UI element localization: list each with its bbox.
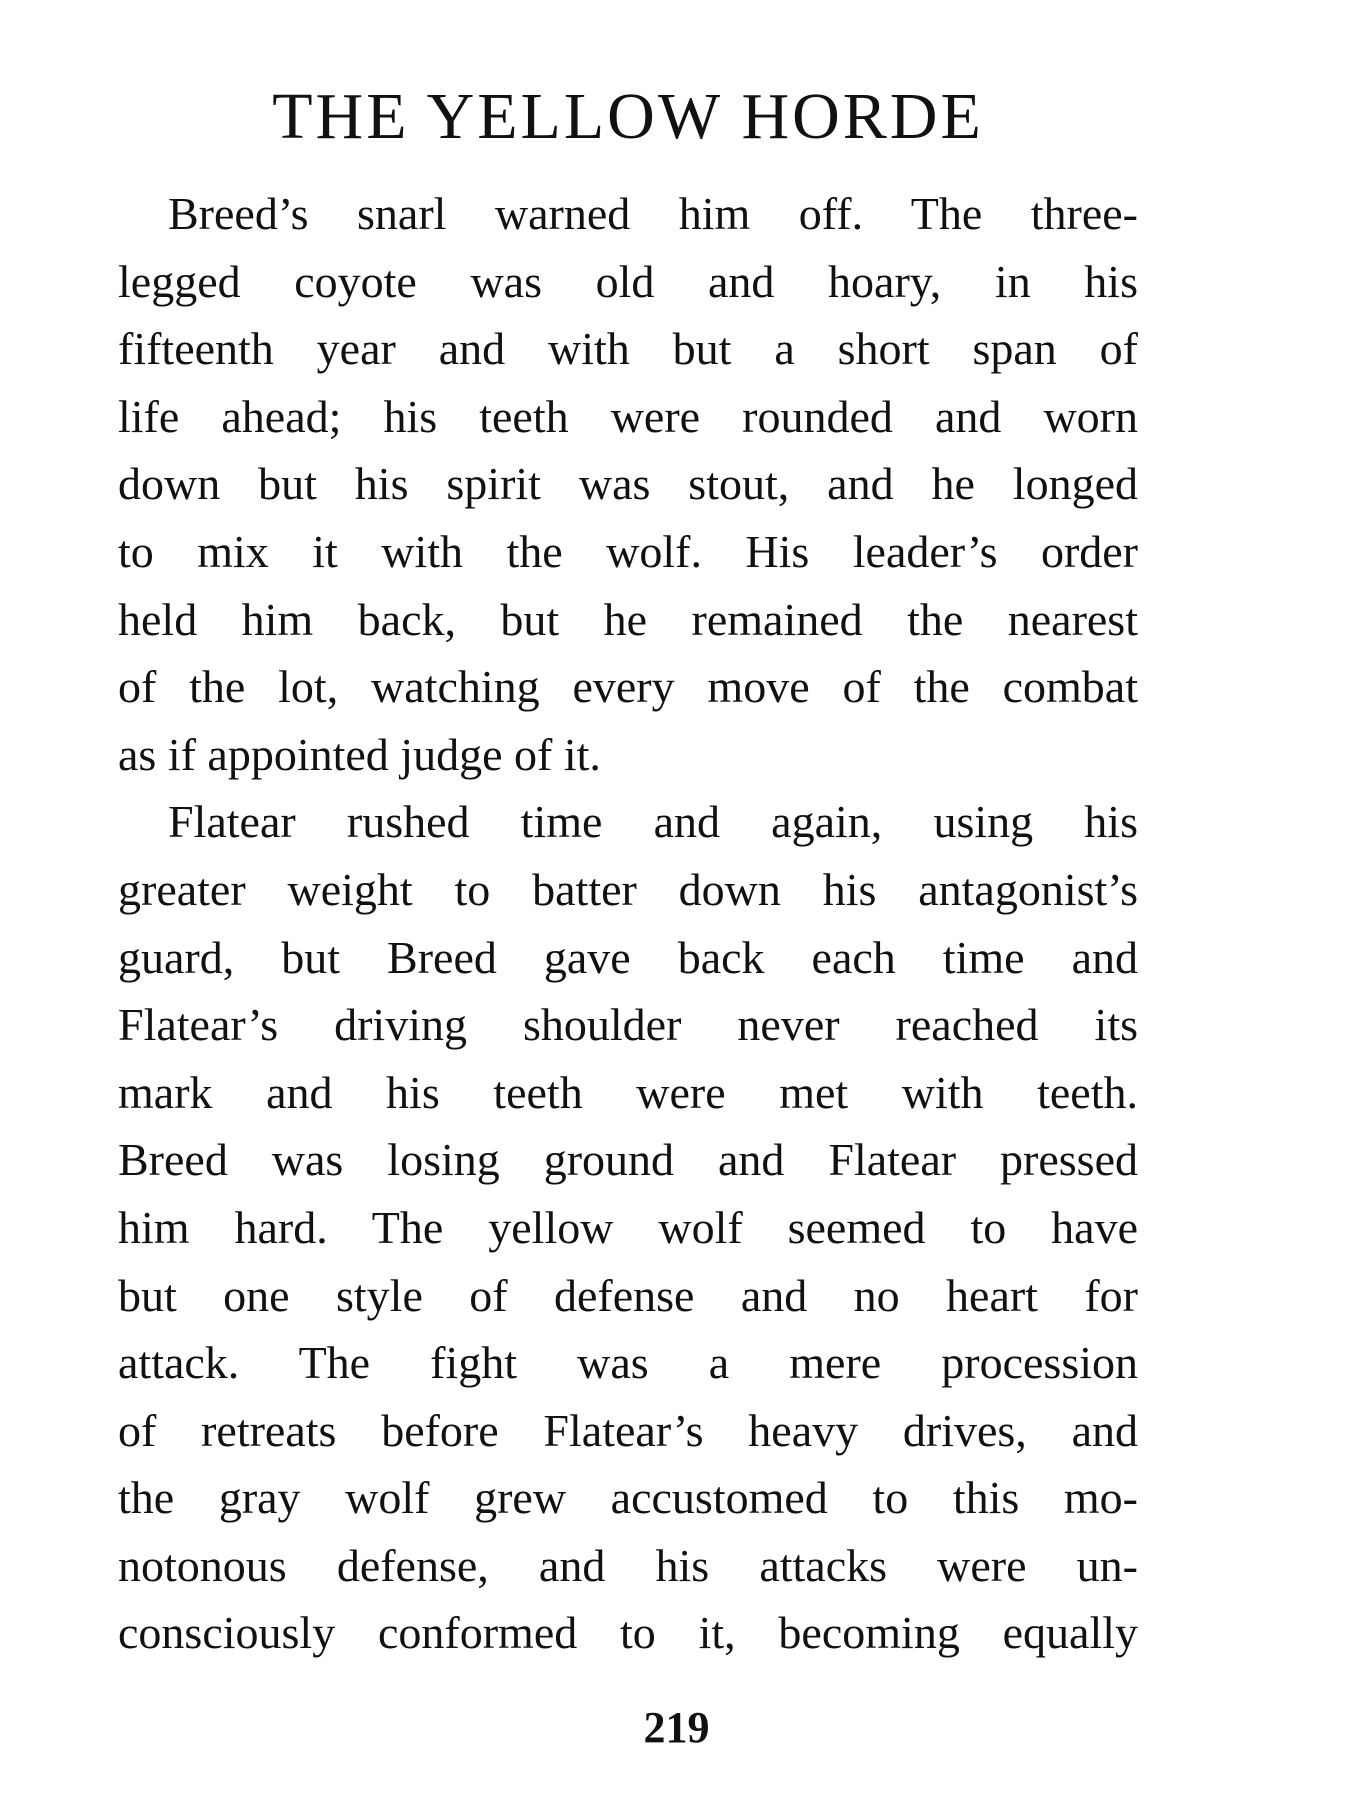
text-line: Flatear’s driving shoulder never reached its	[118, 999, 1138, 1051]
text-line: but one style of defense and no heart for	[118, 1269, 1138, 1321]
text-line: the gray wolf grew accustomed to this mo-	[118, 1472, 1138, 1524]
text-line: guard, but Breed gave back each time and	[118, 931, 1138, 983]
text-line: notonous defense, and his attacks were un-	[118, 1539, 1138, 1591]
text-line: consciously conformed to it, becoming equally	[118, 1607, 1138, 1659]
text-line: fifteenth year and with but a short span of	[118, 323, 1138, 375]
text-line: to mix it with the wolf. His leader’s order	[118, 525, 1138, 577]
running-head: THE YELLOW HORDE	[272, 80, 984, 153]
text-line: legged coyote was old and hoary, in his	[118, 255, 1138, 307]
text-line: of retreats before Flatear’s heavy drives, and	[118, 1404, 1138, 1456]
text-line: attack. The fight was a mere procession	[118, 1337, 1138, 1389]
text-line: held him back, but he remained the nearest	[118, 593, 1138, 645]
text-line: as if appointed judge of it.	[118, 728, 601, 780]
text-line: Breed’s snarl warned him off. The three-	[168, 188, 1138, 239]
text-line: life ahead; his teeth were rounded and worn	[118, 390, 1138, 442]
body-text	[118, 180, 1138, 1667]
text-line: Flatear rushed time and again, using his	[168, 796, 1138, 848]
text-line: greater weight to batter down his antagonist’s	[118, 863, 1138, 915]
page-number: 219	[643, 1703, 710, 1752]
text-line: mark and his teeth were met with teeth.	[118, 1066, 1138, 1118]
text-line: of the lot, watching every move of the combat	[118, 661, 1138, 713]
text-line: him hard. The yellow wolf seemed to have	[118, 1201, 1138, 1253]
text-line: Breed was losing ground and Flatear pressed	[118, 1134, 1138, 1186]
text-line: down but his spirit was stout, and he longed	[118, 458, 1138, 510]
